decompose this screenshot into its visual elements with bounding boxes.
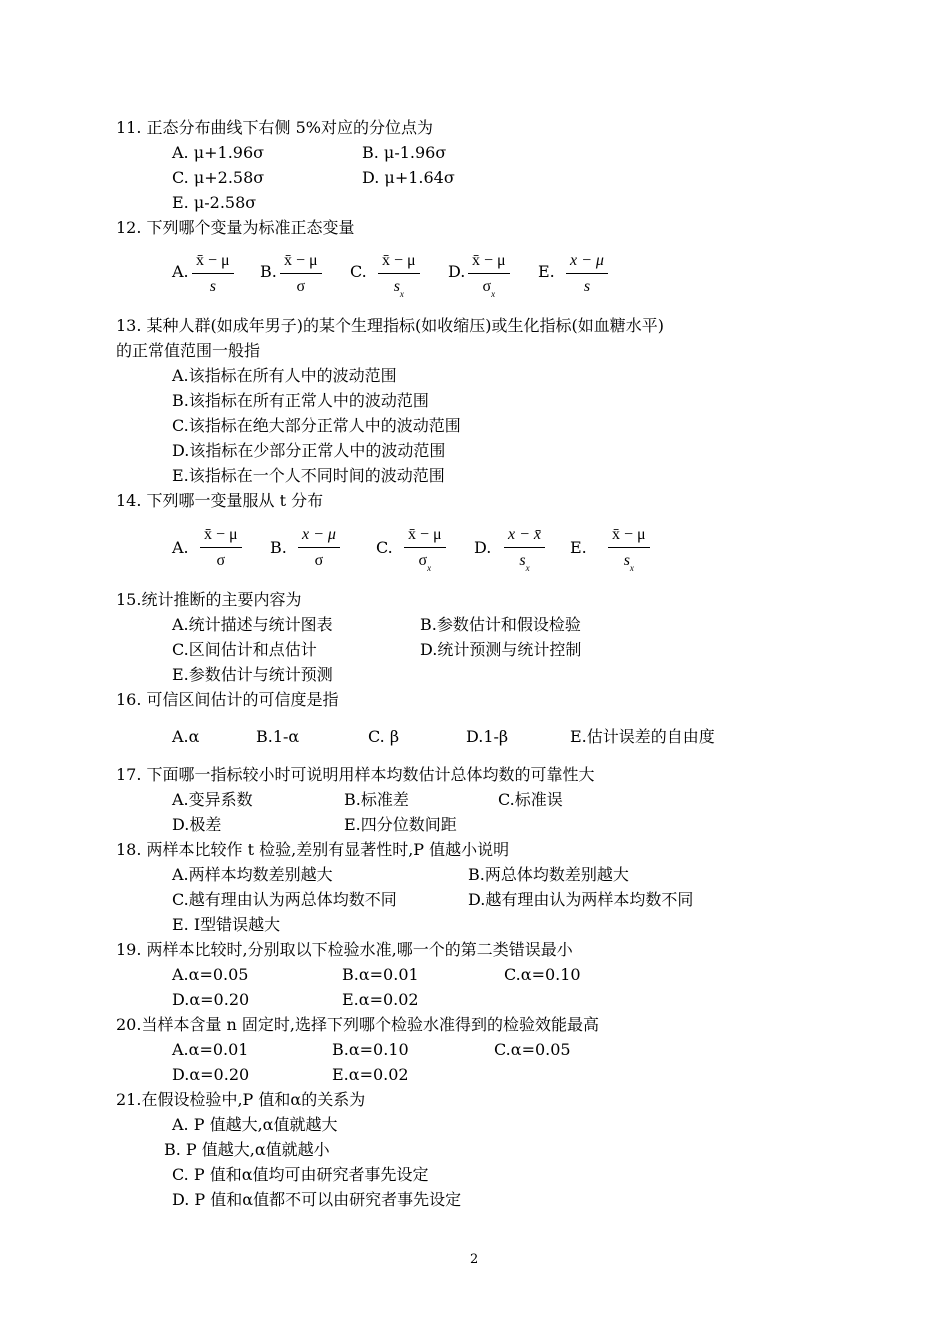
- q14-label-b: B.: [270, 538, 287, 557]
- q20-stem: 20.当样本含量 n 固定时,选择下列哪个检验水准得到的检验效能最高: [116, 1015, 600, 1034]
- q16-option-c: C. β: [368, 727, 400, 746]
- q21-stem: 21.在假设检验中,P 值和α的关系为: [116, 1090, 366, 1109]
- q14-fraction-e-denominator: $s_x$: [623, 552, 634, 573]
- q17-option-b: B.标准差: [344, 790, 409, 809]
- q13-option-d: D.该指标在少部分正常人中的波动范围: [172, 441, 446, 460]
- q11-option-d: D. μ+1.64σ: [362, 168, 455, 187]
- q16-stem: 16. 可信区间估计的可信度是指: [116, 690, 339, 709]
- q13-option-e: E.该指标在一个人不同时间的波动范围: [172, 466, 445, 485]
- q12-fraction-e: [566, 252, 608, 296]
- q18-option-e: E. Ⅰ型错误越大: [172, 915, 281, 934]
- q13-option-c: C.该指标在绝大部分正常人中的波动范围: [172, 416, 461, 435]
- q14-fraction-e-numerator: x̄ − μ: [608, 526, 650, 548]
- q21-option-c: C. P 值和α值均可由研究者事先设定: [172, 1165, 429, 1184]
- q12-label-e: E.: [538, 262, 555, 281]
- q20-option-e: E.α=0.02: [332, 1065, 409, 1084]
- q13-stem-line1: 13. 某种人群(如成年男子)的某个生理指标(如收缩压)或生化指标(如血糖水平): [116, 316, 664, 335]
- q12-stem: 12. 下列哪个变量为标准正态变量: [116, 218, 355, 237]
- q13-stem-line2: 的正常值范围一般指: [116, 341, 261, 360]
- q12-label-a: A.: [172, 262, 189, 281]
- q12-fraction-d: [468, 252, 510, 303]
- q14-fraction-b-denominator: σ: [314, 552, 324, 569]
- q20-option-c: C.α=0.05: [494, 1040, 571, 1059]
- q14-fraction-c-denominator: $\sigma_x$: [418, 552, 432, 573]
- q19-option-e: E.α=0.02: [342, 990, 419, 1009]
- q11-option-c: C. μ+2.58σ: [172, 168, 265, 187]
- q14-fraction-e: [608, 526, 650, 577]
- q18-option-a: A.两样本均数差别越大: [172, 865, 333, 884]
- q17-option-e: E.四分位数间距: [344, 815, 457, 834]
- q21-option-b: B. P 值越大,α值就越小: [164, 1140, 330, 1159]
- q11-option-a: A. μ+1.96σ: [172, 143, 265, 162]
- q14-fraction-a-numerator: x̄ − μ: [200, 526, 242, 548]
- q20-option-d: D.α=0.20: [172, 1065, 250, 1084]
- q16-option-d: D.1-β: [466, 727, 509, 746]
- q14-fraction-a: [200, 526, 242, 570]
- q12-fraction-d-denominator: $\sigma_x$: [482, 278, 496, 299]
- q12-fraction-a-numerator: x̄ − μ: [192, 252, 234, 274]
- q18-option-c: C.越有理由认为两总体均数不同: [172, 890, 397, 909]
- q13-option-b: B.该指标在所有正常人中的波动范围: [172, 391, 429, 410]
- q14-fraction-b: [298, 526, 340, 570]
- q17-option-c: C.标准误: [498, 790, 563, 809]
- q20-option-b: B.α=0.10: [332, 1040, 409, 1059]
- q12-fraction-a: [192, 252, 234, 296]
- q15-option-d: D.统计预测与统计控制: [420, 640, 582, 659]
- q12-fraction-b: [280, 252, 322, 296]
- q19-option-d: D.α=0.20: [172, 990, 250, 1009]
- q14-fraction-d-denominator: $s_x$: [519, 552, 530, 573]
- q14-fraction-d-numerator: x − x̄: [504, 526, 545, 548]
- q15-stem: 15.统计推断的主要内容为: [116, 590, 302, 609]
- q14-label-c: C.: [376, 538, 393, 557]
- q17-option-d: D.极差: [172, 815, 222, 834]
- q12-fraction-e-numerator: x − μ: [566, 252, 608, 274]
- q12-fraction-d-numerator: x̄ − μ: [468, 252, 510, 274]
- q12-label-c: C.: [350, 262, 367, 281]
- q12-fraction-a-denominator: s: [209, 278, 216, 295]
- q15-option-c: C.区间估计和点估计: [172, 640, 317, 659]
- q21-option-a: A. P 值越大,α值就越大: [172, 1115, 338, 1134]
- q12-fraction-c-numerator: x̄ − μ: [378, 252, 420, 274]
- q12-fraction-c: [378, 252, 420, 303]
- q17-option-a: A.变异系数: [172, 790, 253, 809]
- q17-stem: 17. 下面哪一指标较小时可说明用样本均数估计总体均数的可靠性大: [116, 765, 595, 784]
- q14-fraction-b-numerator: x − μ: [298, 526, 340, 548]
- q16-option-a: A.α: [172, 727, 200, 746]
- q14-fraction-c-numerator: x̄ − μ: [404, 526, 446, 548]
- q14-fraction-c: [404, 526, 446, 577]
- q18-stem: 18. 两样本比较作 t 检验,差别有显著性时,P 值越小说明: [116, 840, 510, 859]
- q12-fraction-e-denominator: s: [583, 278, 591, 295]
- q19-stem: 19. 两样本比较时,分别取以下检验水准,哪一个的第二类错误最小: [116, 940, 573, 959]
- q14-label-e: E.: [570, 538, 587, 557]
- q14-label-a: A.: [172, 538, 189, 557]
- q12-fraction-c-denominator: $s_x$: [393, 278, 404, 299]
- q11-stem: 11. 正态分布曲线下右侧 5%对应的分位点为: [116, 118, 434, 137]
- q19-option-b: B.α=0.01: [342, 965, 419, 984]
- q16-option-b: B.1-α: [256, 727, 300, 746]
- q12-fraction-b-numerator: x̄ − μ: [280, 252, 322, 274]
- page-number: 2: [470, 1252, 479, 1267]
- q19-option-c: C.α=0.10: [504, 965, 581, 984]
- q15-option-a: A.统计描述与统计图表: [172, 615, 333, 634]
- q21-option-d: D. P 值和α值都不可以由研究者事先设定: [172, 1190, 462, 1209]
- q11-option-e: E. μ-2.58σ: [172, 193, 257, 212]
- q18-option-b: B.两总体均数差别越大: [468, 865, 629, 884]
- q15-option-e: E.参数估计与统计预测: [172, 665, 333, 684]
- q12-fraction-b-denominator: σ: [296, 278, 306, 295]
- q19-option-a: A.α=0.05: [172, 965, 249, 984]
- q14-fraction-a-denominator: σ: [216, 552, 226, 569]
- q14-fraction-d: [504, 526, 545, 577]
- q11-option-b: B. μ-1.96σ: [362, 143, 447, 162]
- q15-option-b: B.参数估计和假设检验: [420, 615, 581, 634]
- q20-option-a: A.α=0.01: [172, 1040, 249, 1059]
- q12-label-d: D.: [448, 262, 466, 281]
- q12-label-b: B.: [260, 262, 277, 281]
- q13-option-a: A.该指标在所有人中的波动范围: [172, 366, 397, 385]
- q14-stem: 14. 下列哪一变量服从 t 分布: [116, 491, 324, 510]
- q14-label-d: D.: [474, 538, 492, 557]
- q16-option-e: E.估计误差的自由度: [570, 727, 715, 746]
- q18-option-d: D.越有理由认为两样本均数不同: [468, 890, 694, 909]
